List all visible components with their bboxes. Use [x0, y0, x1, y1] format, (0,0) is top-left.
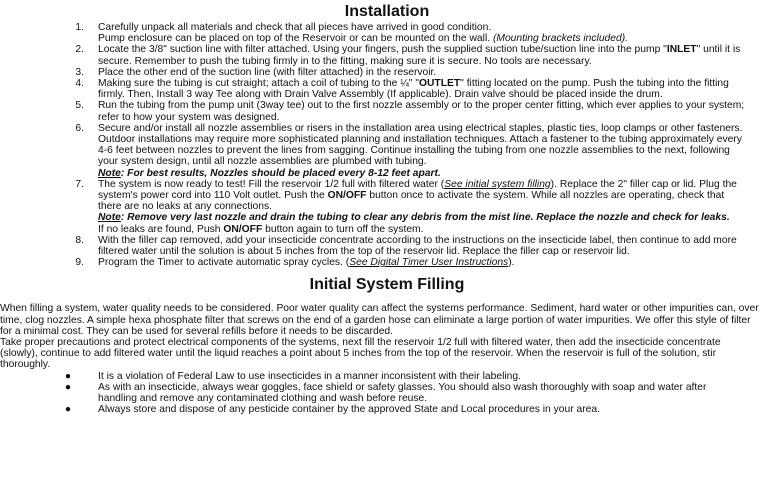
bullet-icon: ●: [64, 381, 72, 393]
step-6: [28, 123, 746, 179]
step-number: 2.: [75, 44, 84, 56]
step-aside: (Mounting brackets included).: [492, 33, 629, 45]
step-2: [28, 44, 746, 66]
step-3: [28, 67, 746, 78]
step-text: Program the Timer to activate automatic spray cycles. (: [98, 257, 350, 269]
bullet-text: As with an insecticide, always wear goggles, face shield or safety glasses. You should also wash thoroughly with soap and water after handling and remove any contaminated clothing and wash before reuse.: [98, 381, 707, 405]
installation-title: Installation: [344, 3, 430, 20]
step-text: ). Replace the 2" filler cap or lid. Plug the system's power cord into 110 Volt outlet. Push the: [98, 178, 737, 202]
safety-bullets: [28, 371, 746, 416]
step-9: [28, 257, 746, 268]
step-text: The system is now ready to test! Fill the reservoir 1/2 full with filtered water (: [98, 178, 445, 190]
step-5: [28, 100, 746, 122]
step-text: Making sure the tubing is cut straight; attach a coil of tubing to the ¼" ": [98, 78, 419, 90]
filling-paragraph-2: Take proper precautions and protect electrical components of the systems, next fill the reservoir 1/2 full with filtered water, then add the insecticide concentrate (slowly), continue to add filtered water until the liquid reaches a point about 5 inches from the top of the reservoir. When the reservoir is full of the solution, stir thoroughly.: [0, 337, 721, 371]
step-text: Locate the 3/8" suction line with filter attached. Using your fingers, push the supplied suction tube/suction line into the pump ": [98, 44, 667, 56]
onoff-label: ON/OFF: [223, 223, 263, 235]
step-note: [98, 212, 746, 223]
bullet-text: Always store and dispose of any pesticide container by the approved State and Local procedures in your area.: [98, 404, 600, 416]
step-4: [28, 78, 746, 100]
step-text: Place the other end of the suction line (with filter attached) in the reservoir.: [98, 66, 437, 78]
step-number: 4.: [75, 78, 84, 90]
bullet-item: [28, 382, 746, 404]
step-text: button again to turn off the system.: [262, 223, 424, 235]
step-number: 8.: [75, 234, 84, 246]
bullet-icon: ●: [64, 370, 72, 382]
note-text: : For best results, Nozzles should be placed every 8-12 feet apart.: [120, 167, 441, 179]
step-text: button once to activate the system. While all nozzles are operating, check that there are no leaks at any connections.: [98, 190, 725, 213]
step-text: If no leaks are found, Push: [98, 223, 224, 235]
step-note: [98, 168, 746, 179]
filling-body: [0, 303, 760, 370]
bullet-icon: ●: [64, 404, 72, 416]
step-text: Secure and/or install all nozzle assemblies or risers in the installation area using electrical staples, plastic ties, loop clamps or other fasteners. Outdoor installations may require more sophisticated planning and installation techniques. Attach a fastener to the tubing approximately every 4-6 feet between nozzles to prevent the lines from sagging. Continue installing the tubing from one nozzle assemblies to the next, following your system design, until all nozzle assemblies are plumbed with tubing.: [98, 122, 743, 168]
note-label: Note: [98, 212, 121, 224]
note-text: : Remove very last nozzle and drain the tubing to clear any debris from the mist line. Replace the nozzle and check for leaks.: [120, 212, 730, 224]
step-text: " until it is secure. Remember to push the tubing firmly in to the fitting, making sure it is secure. No tools are necessary.: [98, 44, 741, 67]
timer-instructions-link[interactable]: See Digital Timer User Instructions: [349, 257, 509, 269]
filling-title: Initial System Filling: [309, 276, 465, 294]
note-label: Note: [98, 167, 121, 179]
installation-steps: [28, 22, 746, 268]
filling-paragraph-1: When filling a system, water quality needs to be considered. Poor water quality can affect the systems performance. Sediment, hard water or other impurities can, over time, clog nozzles. A simple hexa phosphate filter that screws on the end of a garden hose can eliminate a large portion of water impurities. We offer this style of filter for a minimal cost. They can be used for several refills before it needs to be discarded.: [0, 303, 759, 337]
step-number: 7.: [75, 178, 84, 190]
step-7: [28, 179, 746, 235]
step-text: Carefully unpack all materials and check that all pieces have arrived in good condition.: [98, 22, 492, 33]
step-text: Pump enclosure can be placed on top of the Reservoir or can be mounted on the wall.: [98, 33, 493, 45]
bullet-text: It is a violation of Federal Law to use insecticides in a manner inconsistent with their labeling.: [98, 370, 521, 382]
step-text: With the filler cap removed, add your insecticide concentrate according to the instructions on the insecticide label, then continue to add more filtered water until the solution is about 5 inches from the top of the reservoir lid. Replace the filler cap or reservoir lid.: [98, 234, 737, 258]
bullet-item: [28, 371, 746, 382]
onoff-label: ON/OFF: [327, 190, 367, 202]
step-number: 3.: [75, 66, 84, 78]
outlet-label: OUTLET: [418, 78, 461, 90]
bullet-item: [28, 404, 746, 415]
step-number: 6.: [75, 122, 84, 134]
initial-filling-link[interactable]: See initial system filling: [444, 178, 551, 190]
step-8: [28, 235, 746, 257]
step-number: 5.: [75, 100, 84, 112]
step-text: " fitting located on the pump. Push the tubing into the fitting firmly. Then, Install 3 way Tee along with Drain Valve Assembly (If applicable). Drain valve should be placed inside the drum.: [98, 78, 729, 101]
step-number: 1.: [75, 22, 84, 33]
step-text: Run the tubing from the pump unit (3way tee) out to the first nozzle assembly or to the proper center fitting, which ever applies to your system; refer to how your system was designed.: [98, 100, 745, 123]
inlet-label: INLET: [666, 44, 697, 56]
step-number: 9.: [75, 257, 84, 269]
step-1: [28, 22, 746, 44]
step-text: ).: [508, 257, 515, 269]
